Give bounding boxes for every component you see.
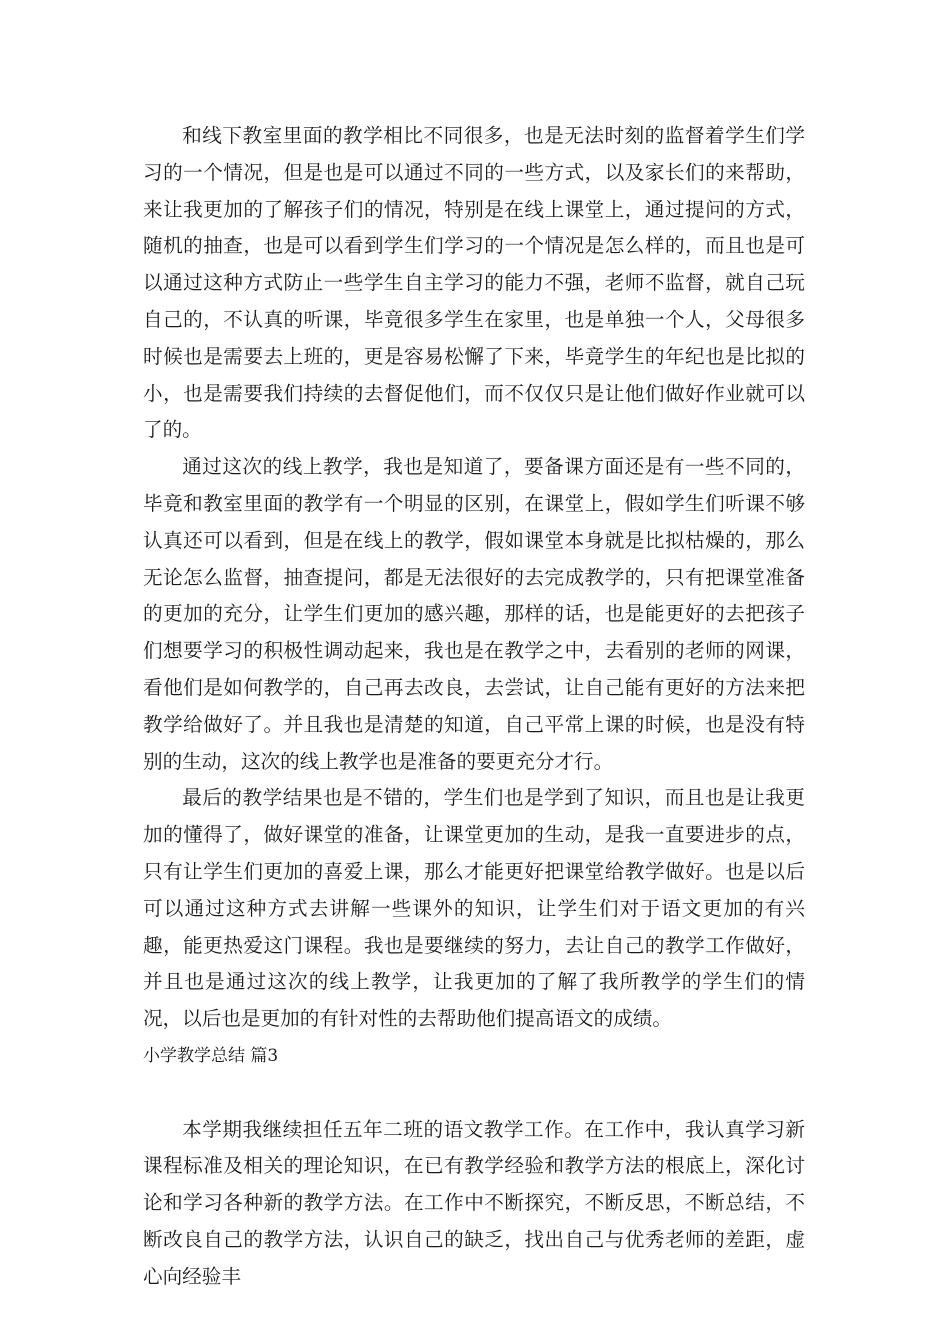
document-body [143, 118, 805, 1296]
paragraph-semester-work: 本学期我继续担任五年二班的语文教学工作。在工作中，我认真学习新课程标准及相关的理论知识，在已有教学经验和教学方法的根底上，深化讨论和学习各种新的教学方法。在工作中不断探究，不断反思，不断总结，不断改良自己的教学方法，认识自己的缺乏，找出自己与优秀老师的差距，虚心向经验丰 [143, 1117, 805, 1288]
paragraph-lesson-preparation: 通过这次的线上教学，我也是知道了，要备课方面还是有一些不同的，毕竟和教室里面的教学有一个明显的区别，在课堂上，假如学生们听课不够认真还可以看到，但是在线上的教学，假如课堂本身就是比拟枯燥的，那么无论怎么监督，抽查提问，都是无法很好的去完成教学的，只有把课堂准备的更加的充分，让学生们更加的感兴趣，那样的话，也是能更好的去把孩子们想要学习的积极性调动起来，我也是在教学之中，去看别的老师的网课，看他们是如何教学的，自己再去改良，去尝试，让自己能有更好的方法来把教学给做好了。并且我也是清楚的知道，自己平常上课的时候，也是没有特别的生动，这次的线上教学也是准备的要更充分才行。 [143, 455, 805, 773]
paragraph-teaching-results: 最后的教学结果也是不错的，学生们也是学到了知识，而且也是让我更加的懂得了，做好课堂的准备，让课堂更加的生动，是我一直要进步的点，只有让学生们更加的喜爱上课，那么才能更好把课堂给教学做好。也是以后可以通过这种方式去讲解一些课外的知识，让学生们对于语文更加的有兴趣，能更热爱这门课程。我也是要继续的努力，去让自己的教学工作做好，并且也是通过这次的线上教学，让我更加的了解了我所教学的学生们的情况，以后也是更加的有针对性的去帮助他们提高语文的成绩。 [143, 786, 805, 1031]
section-heading: 小学教学总结 篇3 [143, 1045, 279, 1066]
paragraph-online-supervision: 和线下教室里面的教学相比不同很多，也是无法时刻的监督着学生们学习的一个情况，但是也是可以通过不同的一些方式，以及家长们的来帮助，来让我更加的了解孩子们的情况，特别是在线上课堂上，通过提问的方式，随机的抽查，也是可以看到学生们学习的一个情况是怎么样的，而且也是可以通过这种方式防止一些学生自主学习的能力不强，老师不监督，就自己玩自己的，不认真的听课，毕竟很多学生在家里，也是单独一个人，父母很多时候也是需要去上班的，更是容易松懈了下来，毕竟学生的年纪也是比拟的小，也是需要我们持续的去督促他们，而不仅仅只是让他们做好作业就可以了的。 [143, 124, 805, 442]
